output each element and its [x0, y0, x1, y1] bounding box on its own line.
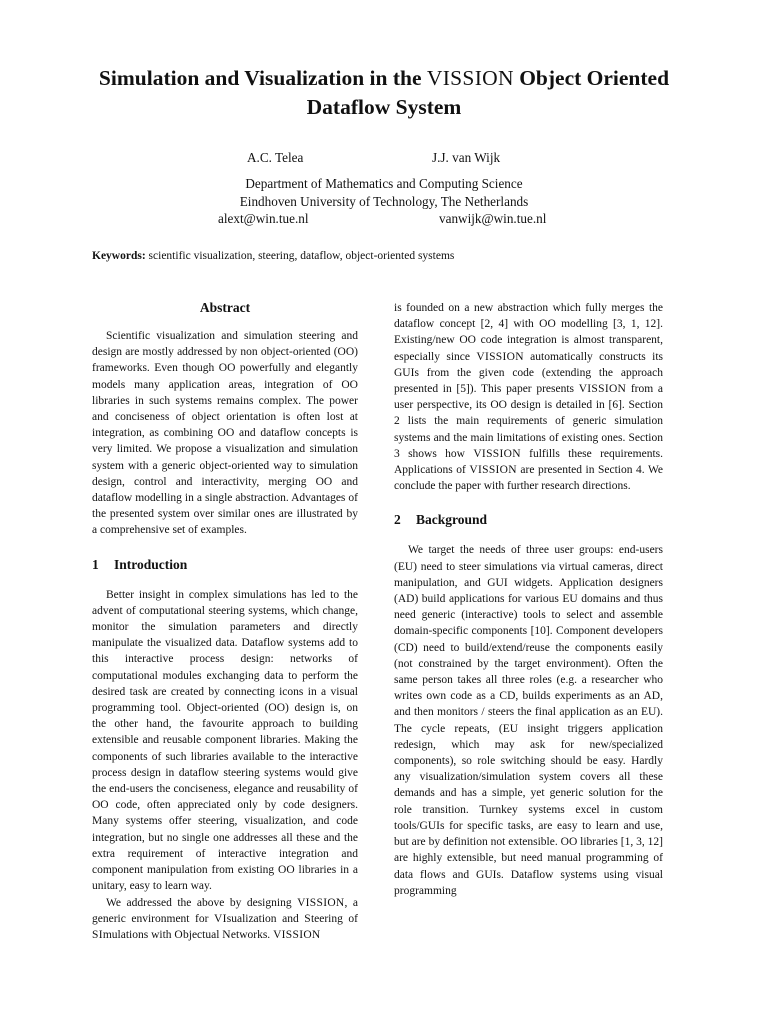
- keywords-label: Keywords:: [92, 250, 146, 262]
- title-text-start: Simulation and Visualization in the: [98, 66, 427, 90]
- text-run: etworks.: [230, 928, 274, 941]
- affiliation: [160, 175, 608, 211]
- section-heading-background: [394, 512, 663, 528]
- acronym-letters: N: [222, 928, 231, 941]
- acronym-letters: S: [304, 912, 311, 925]
- system-name: VISSION: [473, 447, 521, 460]
- text-run: automatically constructs its GUIs from the given code (extending the approach presented in [5]). This paper presents: [394, 350, 663, 396]
- author-name: A.C. Telea: [247, 150, 304, 165]
- introduction-paragraph: Better insight in complex simulations has led to the advent of computational steering systems, which change, monitor the simulation parameters and directly manipulate the visualized data. Dataflow systems add to this interactive process design: networks of computational modules exchanging data to perform the desired task are created by connecting icons in a visual programming tool. Object-oriented (OO) design is, on the other hand, the favourite approach to building extensible and reusable component libraries. Making the components of such libraries available to the interactive process design in dataflow steering systems would give the end-users the conciseness, elegance and reusability of OO code, often appreciated only by code designers. Many systems offer steering, visualization, and code integration, but no single one addresses all these and the extra requirement of interactive integration and component manipulation from existing OO libraries in a unitary, easy to learn way.: [92, 588, 358, 893]
- section-title: Introduction: [114, 556, 188, 572]
- system-name: VISSION: [273, 928, 321, 941]
- affiliation-department: Department of Mathematics and Computing Science: [245, 176, 523, 191]
- introduction-continued-paragraph: [394, 300, 663, 494]
- author-email: alext@win.tue.nl: [218, 211, 309, 226]
- affiliation-university: Eindhoven University of Technology, The Netherlands: [239, 194, 529, 209]
- text-run: , a generic environment for: [92, 896, 359, 925]
- text-run: sualization and: [226, 912, 305, 925]
- system-name: VISSION: [297, 896, 345, 909]
- keywords: [92, 250, 454, 262]
- left-column: [92, 300, 358, 943]
- paper-title: [60, 64, 708, 122]
- text-run: teering of: [310, 912, 358, 925]
- section-heading-introduction: [92, 557, 358, 573]
- background-paragraph: We target the needs of three user groups: end-users (EU) need to steer simulations via virtual cameras, direct manipulation, and GUI widgets. Application designers (AD) build applications for various EU domains and thus need generic (interactive) tools to select and assemble domain-specific components [10]. Component developers (CD) need to build/extend/reuse the components easily (not constrained by the target environment). Often the same person takes all three roles (e.g. a researcher who writes own code as a CD, builds experiments as an AD, and then monitors / steers the final application as an EU). The cycle repeats, (EU insight triggers application redesign, which may ask for new/specialized components), so role switching should be easy. Hardly any visualization/simulation system covers all these demands and has a simple, yet generic solution for the role transition. Turnkey systems excel in custom tools/GUIs for specific tasks, are easy to learn and use, but are by definition not extensible. OO libraries [1, 3, 12] are highly extensible, but need manual programming of data flows and GUIs. Dataflow systems using visual programming: [394, 544, 663, 897]
- text-run: fulfills these requirements. Applications of: [394, 447, 664, 477]
- text-run: is founded on a new abstraction which fully merges the dataflow concept [2, 4] with OO modelling [3, 1, 12]. Existing/new OO code integration is almost transparent, especially since: [394, 302, 663, 363]
- title-system-name: VISSION: [426, 66, 514, 90]
- acronym-letters: VI: [213, 912, 227, 925]
- acronym-letters: SI: [92, 928, 103, 941]
- right-column: [394, 300, 663, 899]
- section-number: 1: [92, 556, 99, 572]
- text-run: We addressed the above by designing: [106, 896, 298, 909]
- keywords-text: scientific visualization, steering, dataflow, object-oriented systems: [145, 250, 455, 262]
- abstract-text: Scientific visualization and simulation steering and design are mostly addressed by non object-oriented (OO) frameworks. Even though OO powerfully and elegantly models many application areas, integration of OO libraries in such systems remains complex. The power and conciseness of object orientation is often lost at integration, as combining OO and dataflow concepts is very limited. We propose a visualization and simulation system with a generic object-oriented way to simulation design, control and interactivity, merging OO and dataflow modelling in a single abstraction. Advantages of the presented system over similar ones are illustrated by a comprehensive set of examples.: [92, 330, 358, 537]
- author-email: vanwijk@win.tue.nl: [439, 211, 547, 226]
- text-run: mulations with: [102, 928, 175, 941]
- text-run: bjectual: [183, 928, 223, 941]
- section-title: Background: [416, 512, 488, 528]
- title-text-end: Object Oriented Dataflow System: [306, 66, 670, 119]
- system-name: VISSION: [578, 383, 627, 396]
- acronym-letters: O: [174, 928, 183, 941]
- introduction-paragraph: [92, 895, 358, 944]
- section-number: 2: [394, 512, 401, 528]
- text-run: from a user perspective, its OO design is detailed in [6]. Section 2 lists the main requirements of generic simulation systems and the main limitations of existing ones. Section 3 shows how: [394, 383, 663, 460]
- author-name: J.J. van Wijk: [432, 150, 501, 165]
- system-name: VISSION: [469, 464, 517, 477]
- abstract-heading: Abstract: [199, 300, 251, 315]
- text-run: are presented in Section 4. We conclude the paper with further research directions.: [394, 464, 663, 493]
- system-name: VISSION: [476, 350, 524, 363]
